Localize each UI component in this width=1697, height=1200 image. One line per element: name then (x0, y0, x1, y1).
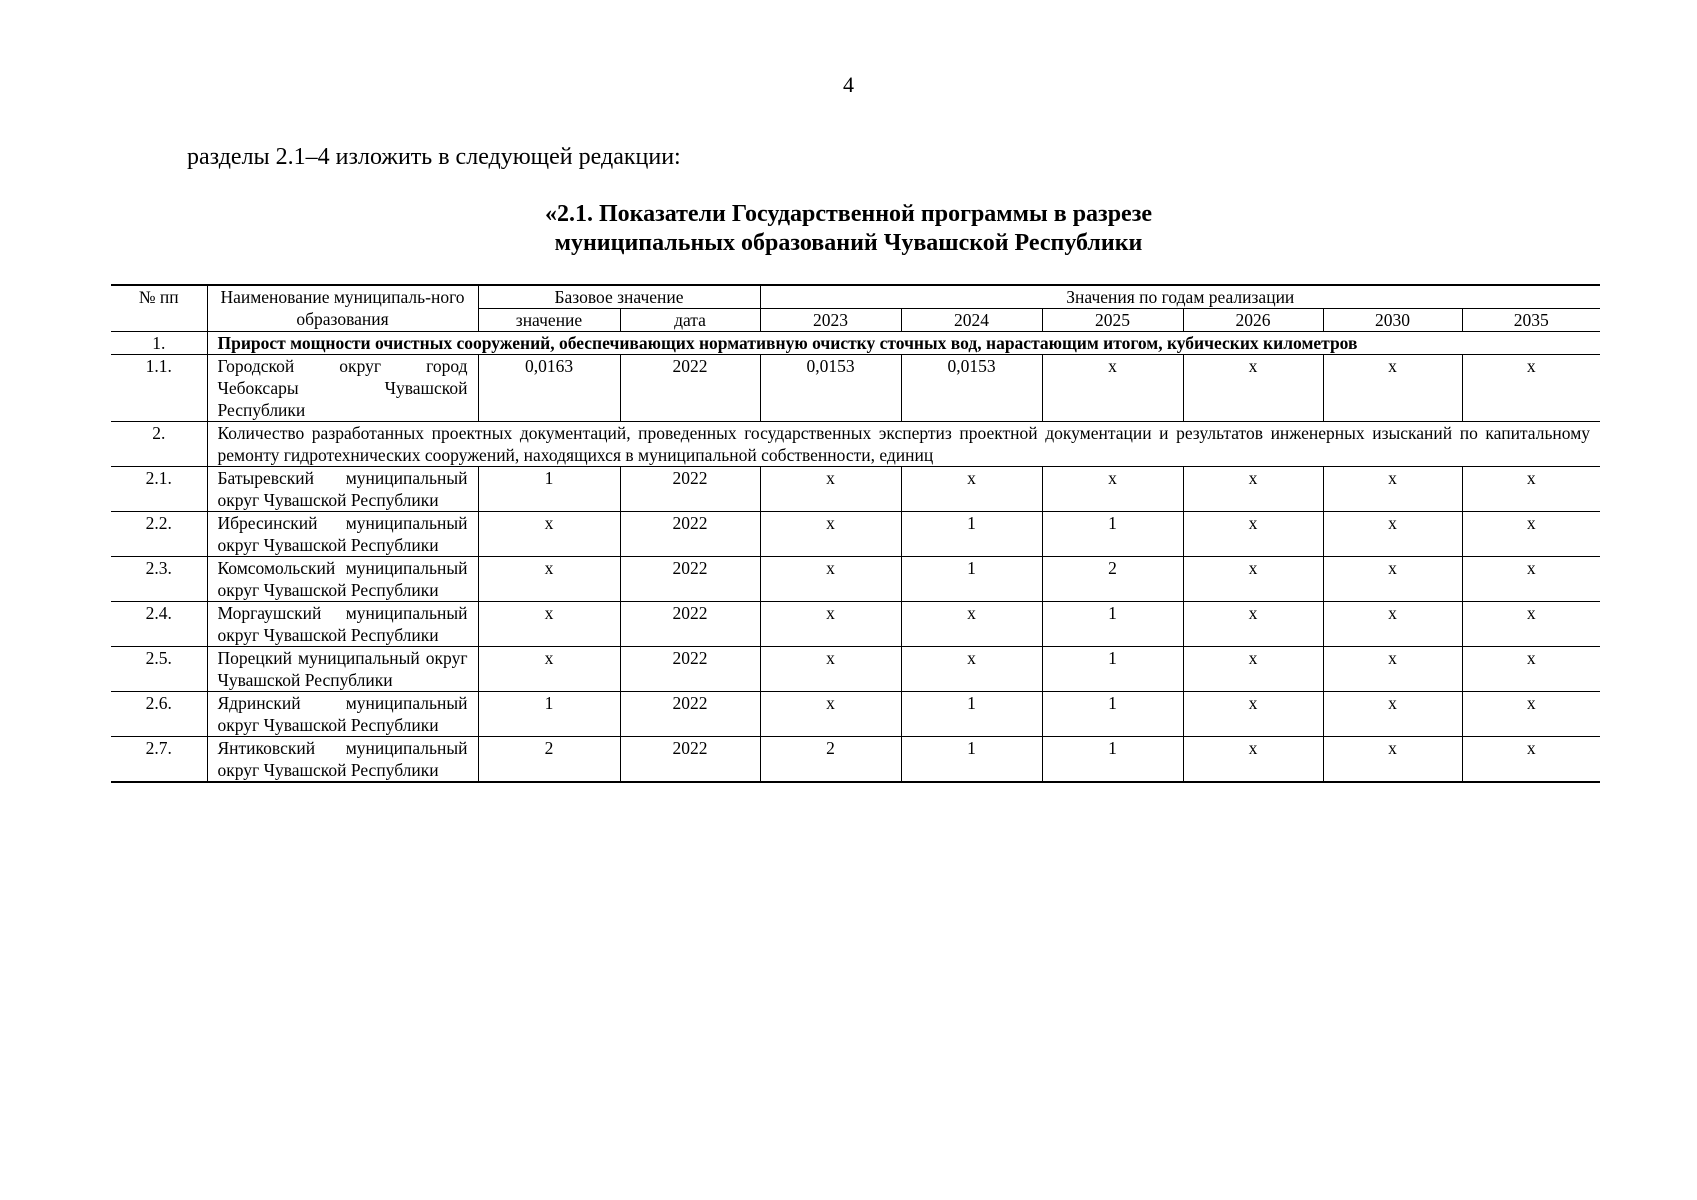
table-body (111, 285, 1600, 782)
header-2035: 2035 (1462, 309, 1600, 332)
row-municipality-name: Ядринский муниципальный округ Чувашской Республики (207, 692, 478, 737)
row-year-2026: х (1183, 647, 1323, 692)
row-year-2026: х (1183, 602, 1323, 647)
row-value: 1 (478, 692, 620, 737)
table-row (111, 355, 1600, 422)
row-year-2025: х (1042, 467, 1183, 512)
row-year-2035: х (1462, 467, 1600, 512)
row-num: 1.1. (111, 355, 207, 422)
row-year-2024: х (901, 647, 1042, 692)
table-row (111, 602, 1600, 647)
row-date: 2022 (620, 467, 760, 512)
row-year-2030: х (1323, 602, 1462, 647)
header-2026: 2026 (1183, 309, 1323, 332)
header-2023: 2023 (760, 309, 901, 332)
row-year-2025: 1 (1042, 737, 1183, 783)
table-row (111, 467, 1600, 512)
row-year-2025: 1 (1042, 512, 1183, 557)
row-year-2023: х (760, 692, 901, 737)
row-year-2025: 1 (1042, 602, 1183, 647)
section-title: Прирост мощности очистных сооружений, обеспечивающих нормативную очистку сточных вод, нарастающим итогом, кубических километров (207, 332, 1600, 355)
row-municipality-name: Городской округ город Чебоксары Чувашской Республики (207, 355, 478, 422)
row-year-2035: х (1462, 737, 1600, 783)
row-date: 2022 (620, 737, 760, 783)
row-year-2024: 1 (901, 692, 1042, 737)
section-title: Количество разработанных проектных документаций, проведенных государственных экспертиз проектной документации и результатов инженерных изысканий по капитальному ремонту гидротехнических сооружений, находящихся в муниципальной собственности, единиц (207, 422, 1600, 467)
row-year-2030: х (1323, 557, 1462, 602)
row-year-2030: х (1323, 647, 1462, 692)
section-num: 2. (111, 422, 207, 467)
row-num: 2.6. (111, 692, 207, 737)
row-municipality-name: Порецкий муниципальный округ Чувашской Республики (207, 647, 478, 692)
row-year-2025: 1 (1042, 647, 1183, 692)
row-num: 2.5. (111, 647, 207, 692)
header-2024: 2024 (901, 309, 1042, 332)
header-row-1 (111, 285, 1600, 309)
row-value: 2 (478, 737, 620, 783)
row-date: 2022 (620, 647, 760, 692)
row-year-2023: х (760, 557, 901, 602)
intro-text: разделы 2.1–4 изложить в следующей редакции: (187, 144, 681, 170)
row-num: 2.3. (111, 557, 207, 602)
row-year-2030: х (1323, 512, 1462, 557)
row-year-2035: х (1462, 355, 1600, 422)
row-year-2024: 0,0153 (901, 355, 1042, 422)
page-number: 4 (843, 72, 854, 97)
row-year-2035: х (1462, 512, 1600, 557)
row-year-2035: х (1462, 647, 1600, 692)
table-row (111, 692, 1600, 737)
row-value: х (478, 512, 620, 557)
row-value: х (478, 647, 620, 692)
row-year-2026: х (1183, 355, 1323, 422)
row-year-2025: 1 (1042, 692, 1183, 737)
row-year-2024: х (901, 602, 1042, 647)
row-year-2035: х (1462, 557, 1600, 602)
row-date: 2022 (620, 512, 760, 557)
row-date: 2022 (620, 557, 760, 602)
table-title-line-1: «2.1. Показатели Государственной программы в разрезе (544, 201, 1152, 227)
row-year-2023: х (760, 647, 901, 692)
table-row (111, 647, 1600, 692)
row-year-2024: х (901, 467, 1042, 512)
row-year-2030: х (1323, 355, 1462, 422)
row-date: 2022 (620, 692, 760, 737)
row-year-2026: х (1183, 512, 1323, 557)
row-num: 2.4. (111, 602, 207, 647)
row-year-2023: х (760, 467, 901, 512)
indicators-table (111, 284, 1600, 783)
table-row (111, 512, 1600, 557)
row-num: 2.7. (111, 737, 207, 783)
row-year-2023: 0,0153 (760, 355, 901, 422)
section-row (111, 422, 1600, 467)
row-year-2030: х (1323, 737, 1462, 783)
row-year-2025: х (1042, 355, 1183, 422)
row-value: х (478, 557, 620, 602)
row-num: 2.2. (111, 512, 207, 557)
table-title (0, 200, 1697, 258)
header-years: Значения по годам реализации (760, 285, 1600, 309)
row-municipality-name: Моргаушский муниципальный округ Чувашской Республики (207, 602, 478, 647)
row-municipality-name: Ибресинский муниципальный округ Чувашской Республики (207, 512, 478, 557)
header-num: № пп (111, 285, 207, 332)
row-municipality-name: Янтиковский муниципальный округ Чувашской Республики (207, 737, 478, 783)
row-year-2024: 1 (901, 737, 1042, 783)
row-year-2024: 1 (901, 557, 1042, 602)
row-municipality-name: Комсомольский муниципальный округ Чувашской Республики (207, 557, 478, 602)
header-base: Базовое значение (478, 285, 760, 309)
row-year-2024: 1 (901, 512, 1042, 557)
row-num: 2.1. (111, 467, 207, 512)
header-2030: 2030 (1323, 309, 1462, 332)
header-name: Наименование муниципаль-ного образования (207, 285, 478, 332)
row-value: 1 (478, 467, 620, 512)
section-num: 1. (111, 332, 207, 355)
row-year-2023: 2 (760, 737, 901, 783)
row-municipality-name: Батыревский муниципальный округ Чувашской Республики (207, 467, 478, 512)
row-year-2023: х (760, 512, 901, 557)
row-year-2026: х (1183, 692, 1323, 737)
row-date: 2022 (620, 602, 760, 647)
table-title-line-2: муниципальных образований Чувашской Республики (554, 230, 1143, 256)
table-row (111, 557, 1600, 602)
row-value: 0,0163 (478, 355, 620, 422)
row-year-2025: 2 (1042, 557, 1183, 602)
table-row (111, 737, 1600, 783)
row-year-2026: х (1183, 557, 1323, 602)
header-value: значение (478, 309, 620, 332)
row-year-2026: х (1183, 737, 1323, 783)
header-2025: 2025 (1042, 309, 1183, 332)
section-row (111, 332, 1600, 355)
row-year-2023: х (760, 602, 901, 647)
row-year-2035: х (1462, 602, 1600, 647)
row-year-2030: х (1323, 692, 1462, 737)
header-date: дата (620, 309, 760, 332)
row-year-2026: х (1183, 467, 1323, 512)
row-year-2030: х (1323, 467, 1462, 512)
row-date: 2022 (620, 355, 760, 422)
row-value: х (478, 602, 620, 647)
row-year-2035: х (1462, 692, 1600, 737)
